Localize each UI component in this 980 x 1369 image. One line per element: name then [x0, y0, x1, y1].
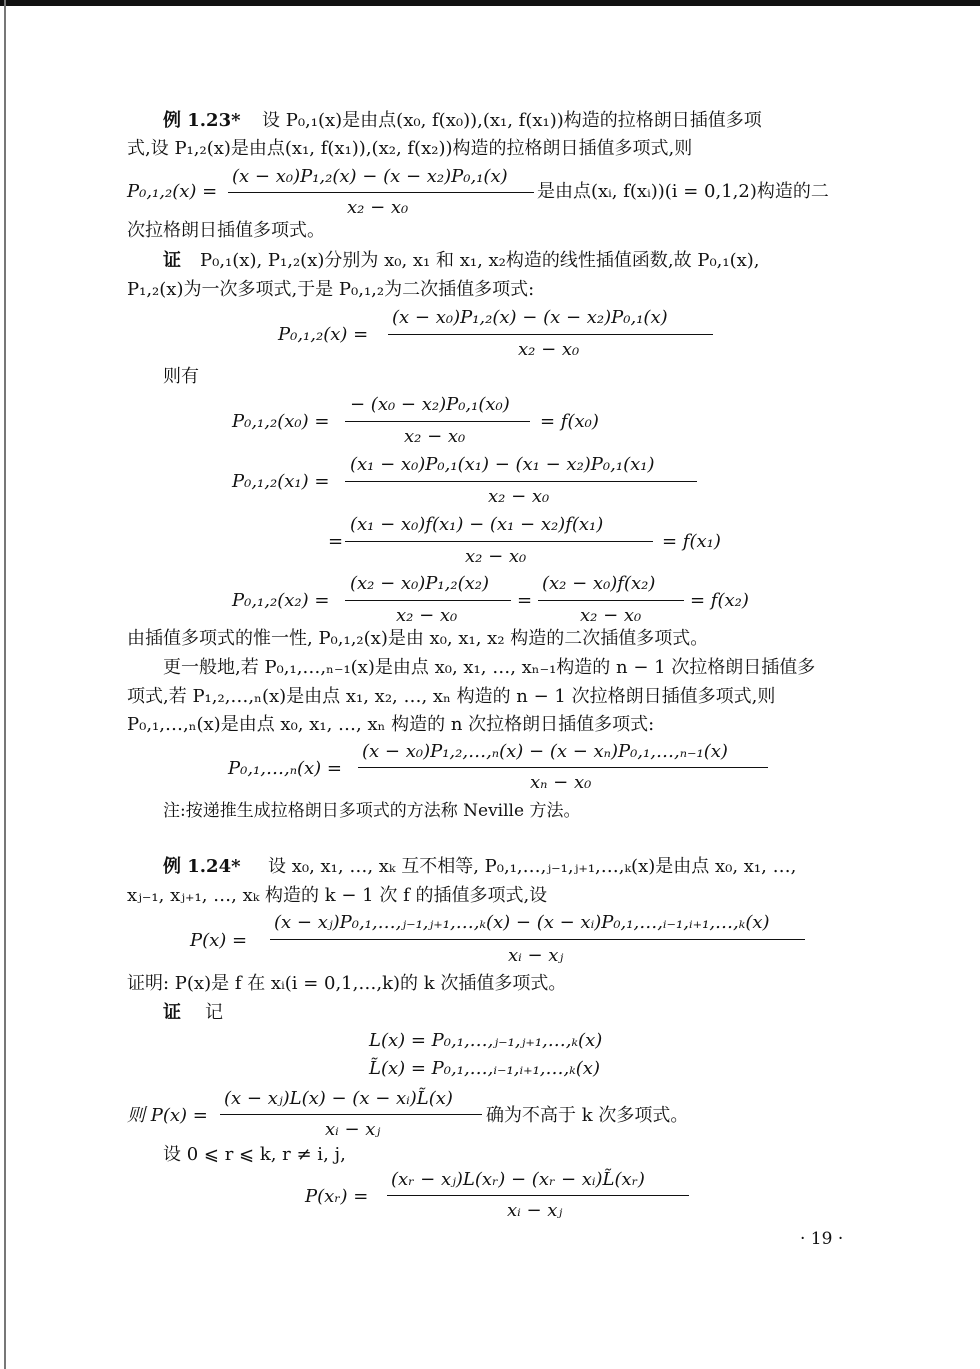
fraction-numerator: (x − xⱼ)P₀,₁,…,ⱼ₋₁,ⱼ₊₁,…,ₖ(x) − (x − xᵢ)P₀,₁,…,ᵢ₋₁,ᵢ₊₁,…,ₖ(x) [274, 912, 770, 933]
proof-text-line: 项式,若 P₁,₂,…,ₙ(x)是由点 x₁, x₂, …, xₙ 构造的 n − 1 次拉格朗日插值多项式,则 [127, 686, 776, 707]
proof-text-line: P₁,₂(x)为一次多项式,于是 P₀,₁,₂为二次插值多项式: [127, 279, 535, 300]
example-text-line: 式,设 P₁,₂(x)是由点(x₁, f(x₁)),(x₂, f(x₂))构造的拉格朗日插值多项式,则 [127, 138, 693, 159]
fraction-denominator: x₂ − x₀ [396, 605, 458, 626]
formula-lhs: 则 P(x) = [127, 1105, 208, 1126]
fraction-denominator: x₂ − x₀ [518, 339, 580, 360]
proof-text-line: 设 0 ⩽ r ⩽ k, r ≠ i, j, [163, 1144, 346, 1165]
proof-text-line: 则有 [163, 366, 199, 387]
fraction-numerator: (x − xⱼ)L(x) − (x − xᵢ)L̃(x) [224, 1088, 453, 1109]
example-label: 例 1.23* [163, 110, 241, 131]
fraction-numerator: (x₂ − x₀)P₁,₂(x₂) [350, 573, 489, 594]
formula-rhs: = f(x₁) [662, 531, 721, 552]
formula-lhs: P₀,₁,₂(x₁) = [232, 471, 330, 492]
fraction-denominator: x₂ − x₀ [488, 486, 550, 507]
fraction-denominator: xₙ − x₀ [530, 772, 592, 793]
fraction-denominator: x₂ − x₀ [404, 426, 466, 447]
fraction-denominator: xᵢ − xⱼ [325, 1119, 381, 1140]
fraction-bar [220, 1114, 482, 1115]
proof-text-line: 更一般地,若 P₀,₁,…,ₙ₋₁(x)是由点 x₀, x₁, …, xₙ₋₁构造的 n − 1 次拉格朗日插值多 [163, 657, 816, 678]
proof-text-line: P₀,₁,…,ₙ(x)是由点 x₀, x₁, …, xₙ 构造的 n 次拉格朗日插值多项式: [127, 714, 655, 735]
proof-text-line: 确为不高于 k 次多项式。 [486, 1105, 689, 1126]
proof-label: 证 [163, 250, 181, 271]
proof-text-line: 记 [205, 1002, 223, 1023]
fraction-numerator: (x₁ − x₀)f(x₁) − (x₁ − x₂)f(x₁) [350, 514, 604, 535]
fraction-denominator: xᵢ − xⱼ [507, 1200, 563, 1221]
page-number: · 19 · [800, 1229, 844, 1249]
fraction-bar [387, 1195, 689, 1196]
proof-text-line: 由插值多项式的惟一性, P₀,₁,₂(x)是由 x₀, x₁, x₂ 构造的二次插值多项式。 [127, 628, 709, 649]
fraction-denominator: x₂ − x₀ [347, 197, 409, 218]
fraction-numerator: − (x₀ − x₂)P₀,₁(x₀) [350, 394, 510, 415]
formula-rhs: = f(x₀) [540, 411, 599, 432]
definition-L: L(x) = P₀,₁,…,ⱼ₋₁,ⱼ₊₁,…,ₖ(x) [369, 1030, 603, 1051]
fraction-numerator: (x − x₀)P₁,₂,…,ₙ(x) − (x − xₙ)P₀,₁,…,ₙ₋₁(x) [362, 741, 728, 762]
example-text-line: 设 P₀,₁(x)是由点(x₀, f(x₀)),(x₁, f(x₁))构造的拉格朗日插值多项 [262, 110, 762, 131]
formula-lhs: P(x) = [190, 930, 248, 951]
formula-lhs: P₀,₁,…,ₙ(x) = [228, 758, 343, 779]
fraction-denominator: x₂ − x₀ [580, 605, 642, 626]
formula-lhs: P₀,₁,₂(x) = [278, 324, 369, 345]
proof-text-line: P₀,₁(x), P₁,₂(x)分别为 x₀, x₁ 和 x₁, x₂构造的线性插值函数,故 P₀,₁(x), [200, 250, 760, 271]
formula-lhs: = [328, 531, 344, 552]
formula-equals: = [517, 590, 533, 611]
example-text-line: 证明: P(x)是 f 在 xᵢ(i = 0,1,…,k)的 k 次插值多项式。 [127, 973, 567, 994]
fraction-numerator: (x − x₀)P₁,₂(x) − (x − x₂)P₀,₁(x) [392, 307, 668, 328]
example-label: 例 1.24* [163, 856, 241, 877]
fraction-numerator: (xᵣ − xⱼ)L(xᵣ) − (xᵣ − xᵢ)L̃(xᵣ) [391, 1169, 645, 1190]
formula-lhs: P(xᵣ) = [305, 1186, 369, 1207]
fraction-numerator: (x − x₀)P₁,₂(x) − (x − x₂)P₀,₁(x) [232, 166, 508, 187]
fraction-denominator: xᵢ − xⱼ [508, 945, 564, 966]
formula-lhs: P₀,₁,₂(x) = [127, 181, 218, 202]
example-text-line: 设 x₀, x₁, …, xₖ 互不相等, P₀,₁,…,ⱼ₋₁,ⱼ₊₁,…,ₖ(x)是由点 x₀, x₁, …, [268, 856, 797, 877]
neville-note: 注:按递推生成拉格朗日多项式的方法称 Neville 方法。 [163, 801, 581, 821]
formula-lhs: P₀,₁,₂(x₂) = [232, 590, 330, 611]
fraction-denominator: x₂ − x₀ [465, 546, 527, 567]
proof-label: 证 [163, 1002, 181, 1023]
fraction-numerator: (x₁ − x₀)P₀,₁(x₁) − (x₁ − x₂)P₀,₁(x₁) [350, 454, 655, 475]
example-text-line: 次拉格朗日插值多项式。 [127, 220, 325, 241]
formula-lhs: P₀,₁,₂(x₀) = [232, 411, 330, 432]
example-text-line: xⱼ₋₁, xⱼ₊₁, …, xₖ 构造的 k − 1 次 f 的插值多项式,设 [127, 885, 548, 906]
formula-rhs: = f(x₂) [690, 590, 749, 611]
example-text-line: 是由点(xᵢ, f(xᵢ))(i = 0,1,2)构造的二 [537, 181, 829, 202]
fraction-numerator: (x₂ − x₀)f(x₂) [542, 573, 656, 594]
definition-L-tilde: L̃(x) = P₀,₁,…,ᵢ₋₁,ᵢ₊₁,…,ₖ(x) [369, 1058, 600, 1079]
